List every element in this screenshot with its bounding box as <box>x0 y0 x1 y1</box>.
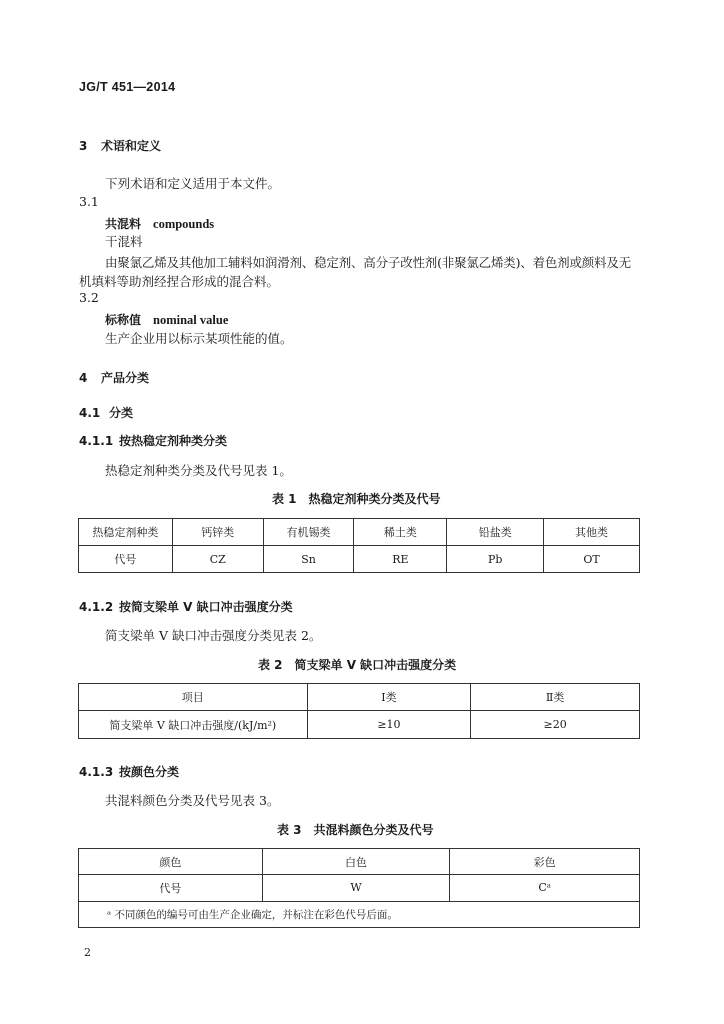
section-4-1-1-text: 热稳定剂种类分类及代号见表 1。 <box>105 463 292 478</box>
section-4-1-1-heading <box>79 432 227 449</box>
section-4-1-2-number: 4.1.2 <box>79 600 114 614</box>
table-2-header-cell: Ⅱ类 <box>471 684 640 711</box>
table-1-header-cell: 稀土类 <box>354 519 447 546</box>
section-4-1-2-title: 按简支梁单 V 缺口冲击强度分类 <box>119 600 293 614</box>
section-4-1-heading <box>79 404 133 421</box>
table-1-header-cell: 铅盐类 <box>447 519 544 546</box>
table-1-cell: Pb <box>447 546 544 573</box>
table-3-cell: W <box>262 875 450 901</box>
section-4-1-3-title: 按颜色分类 <box>119 765 180 779</box>
term-3-1-en: compounds <box>153 217 215 231</box>
table-3-caption: 表 3 共混料颜色分类及代号 <box>277 823 434 837</box>
table-3-footnote: ᵃ 不同颜色的编号可由生产企业确定，并标注在彩色代号后面。 <box>79 901 640 927</box>
page-number: 2 <box>84 946 91 959</box>
term-3-1-definition-line1: 由聚氯乙烯及其他加工辅料如润滑剂、稳定剂、高分子改性剂(非聚氯乙烯类)、着色剂或颜料及无 <box>105 255 631 270</box>
term-3-1-zh: 共混料 <box>105 217 142 231</box>
section-4-number: 4 <box>79 371 88 385</box>
term-3-1-title <box>105 213 214 232</box>
table-1-cell: CZ <box>172 546 263 573</box>
table-1-caption: 表 1 热稳定剂种类分类及代号 <box>272 492 441 506</box>
table-2-caption: 表 2 简支梁单 V 缺口冲击强度分类 <box>258 658 457 672</box>
term-3-2-definition: 生产企业用以标示某项性能的值。 <box>105 331 293 346</box>
section-4-1-3-heading <box>79 763 179 780</box>
section-4-1-3-number: 4.1.3 <box>79 765 114 779</box>
section-4-1-2-text: 简支梁单 V 缺口冲击强度分类见表 2。 <box>105 628 322 643</box>
section-3-title: 术语和定义 <box>101 139 162 153</box>
table-1-header-cell: 热稳定剂种类 <box>79 519 173 546</box>
section-3-heading <box>79 137 161 154</box>
table-1-cell: Sn <box>263 546 354 573</box>
term-3-2-number: 3.2 <box>79 290 99 305</box>
section-4-heading <box>79 369 149 386</box>
table-1-header-cell: 钙锌类 <box>172 519 263 546</box>
table-3 <box>78 848 640 928</box>
table-3-header-cell: 白色 <box>262 849 450 875</box>
section-4-title: 产品分类 <box>101 371 150 385</box>
table-2 <box>78 683 640 739</box>
table-1-cell: RE <box>354 546 447 573</box>
table-2-cell: ≥20 <box>471 711 640 739</box>
table-1-cell: 代号 <box>79 546 173 573</box>
standard-code: JG/T 451—2014 <box>79 80 176 94</box>
section-4-1-2-heading <box>79 598 293 615</box>
table-2-header-cell: Ⅰ类 <box>307 684 471 711</box>
term-3-2-en: nominal value <box>153 313 229 327</box>
term-3-1-alias: 干混料 <box>105 234 143 249</box>
table-2-cell: ≥10 <box>307 711 471 739</box>
table-1-cell: OT <box>544 546 640 573</box>
term-3-1-definition-line2: 机填料等助剂经捏合形成的混合料。 <box>79 274 280 289</box>
table-3-cell: 代号 <box>79 875 263 901</box>
section-4-1-number: 4.1 <box>79 406 101 420</box>
table-2-cell: 简支梁单 V 缺口冲击强度/(kJ/m²) <box>79 711 308 739</box>
section-4-1-3-text: 共混料颜色分类及代号见表 3。 <box>105 793 280 808</box>
term-3-1-number: 3.1 <box>79 194 99 209</box>
table-3-header-cell: 颜色 <box>79 849 263 875</box>
term-3-2-title <box>105 309 228 328</box>
table-1-header-cell: 其他类 <box>544 519 640 546</box>
table-3-cell: Cᵃ <box>450 875 640 901</box>
table-3-header-cell: 彩色 <box>450 849 640 875</box>
section-4-1-1-title: 按热稳定剂种类分类 <box>119 434 228 448</box>
section-4-1-title: 分类 <box>109 406 134 420</box>
table-2-header-cell: 项目 <box>79 684 308 711</box>
section-3-intro: 下列术语和定义适用于本文件。 <box>105 176 281 191</box>
table-1 <box>78 518 640 573</box>
table-1-header-cell: 有机锡类 <box>263 519 354 546</box>
section-4-1-1-number: 4.1.1 <box>79 434 114 448</box>
section-3-number: 3 <box>79 139 88 153</box>
term-3-2-zh: 标称值 <box>105 313 142 327</box>
